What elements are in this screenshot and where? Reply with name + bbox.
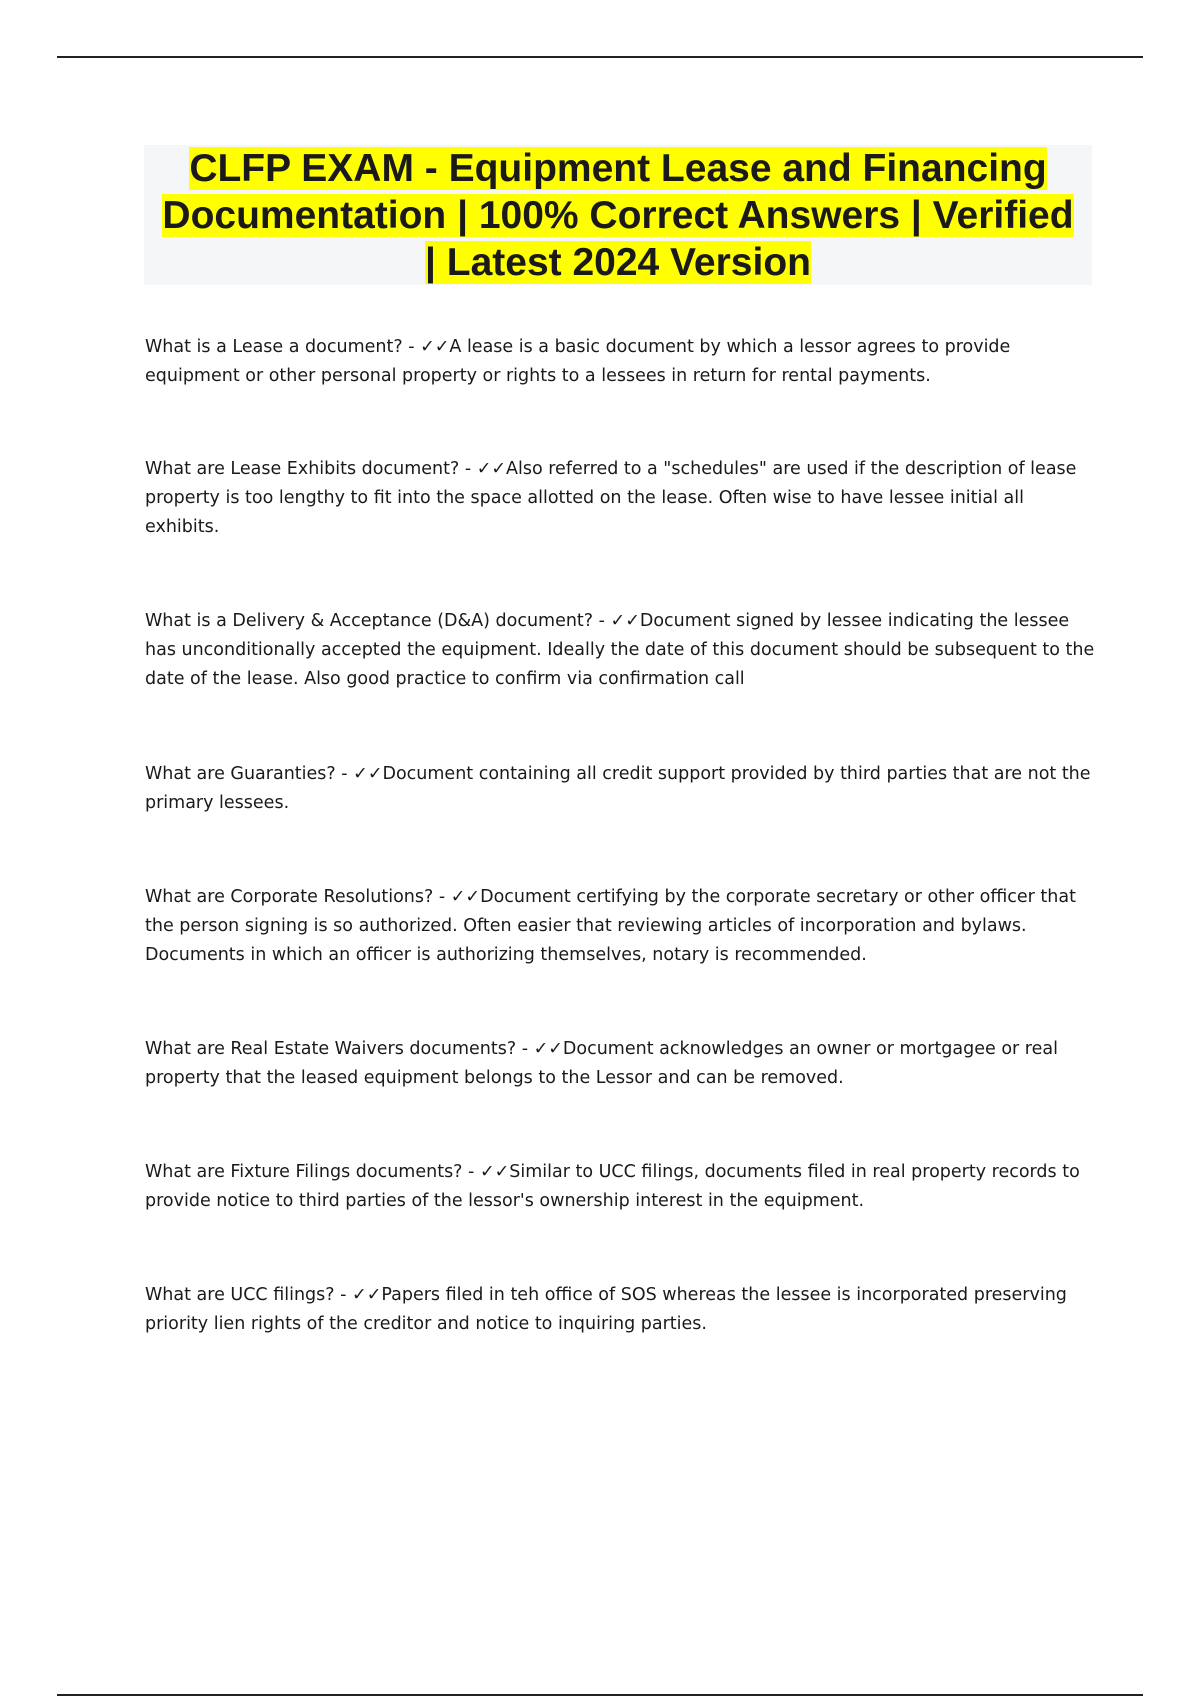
check-icon: ✓✓: [353, 764, 383, 784]
check-icon: ✓✓: [476, 459, 507, 479]
title-line: [144, 239, 1092, 286]
title-line-text: | Latest 2024 Version: [425, 241, 811, 284]
check-icon: ✓✓: [610, 611, 640, 631]
question: What is a Delivery & Acceptance (D&A) document?: [145, 611, 594, 631]
separator: -: [593, 611, 611, 631]
question: What are Fixture Filings documents?: [145, 1162, 463, 1182]
separator: -: [433, 887, 451, 907]
separator: -: [335, 764, 354, 784]
qa-item: [145, 883, 1095, 1035]
qa-item: [145, 1158, 1095, 1281]
qa-item: [145, 1281, 1095, 1339]
check-icon: ✓✓: [450, 887, 481, 907]
separator: -: [459, 459, 477, 479]
separator: -: [402, 337, 421, 357]
document-title: [144, 145, 1092, 285]
check-icon: ✓✓: [420, 337, 450, 357]
top-rule: [57, 56, 1143, 58]
qa-list: [145, 333, 1095, 1339]
answer: Document acknowledges an owner or mortgagee or real property that the leased equipment belongs to the Lessor and can be removed.: [145, 1039, 1058, 1088]
qa-item: [145, 333, 1095, 455]
qa-item: [145, 1035, 1095, 1158]
answer: Similar to UCC filings, documents filed in real property records to provide notice to third parties of the lessor's ownership interest in the equipment.: [145, 1162, 1080, 1211]
answer: A lease is a basic document by which a lessor agrees to provide equipment or other personal property or rights to a lessees in return for rental payments.: [145, 337, 1011, 386]
answer: Document signed by lessee indicating the lessee has unconditionally accepted the equipment. Ideally the date of this document should be subsequent to the date of the lease. Also good practice to confirm via confirmation call: [145, 611, 1095, 689]
check-icon: ✓✓: [533, 1039, 563, 1059]
bottom-rule: [57, 1694, 1143, 1696]
separator: -: [462, 1162, 480, 1182]
question: What are Real Estate Waivers documents?: [145, 1039, 517, 1059]
answer: Document certifying by the corporate secretary or other officer that the person signing is so authorized. Often easier that reviewing articles of incorporation and bylaws. Documents in which an officer is authorizing themselves, notary is recommended.: [145, 887, 1076, 965]
qa-item: [145, 607, 1095, 760]
qa-item: [145, 455, 1095, 607]
separator: -: [516, 1039, 534, 1059]
separator: -: [334, 1285, 353, 1305]
title-line-text: Documentation | 100% Correct Answers | Verified: [162, 194, 1074, 237]
title-line-text: CLFP EXAM - Equipment Lease and Financing: [189, 147, 1047, 190]
question: What are Corporate Resolutions?: [145, 887, 434, 907]
question: What are Guaranties?: [145, 764, 336, 784]
title-line: [144, 192, 1092, 239]
answer: Also referred to a "schedules" are used if the description of lease property is too lengthy to fit into the space allotted on the lease. Often wise to have lessee initial all exhibits.: [145, 459, 1077, 537]
check-icon: ✓✓: [352, 1285, 382, 1305]
answer: Document containing all credit support provided by third parties that are not the primary lessees.: [145, 764, 1091, 813]
question: What is a Lease a document?: [145, 337, 403, 357]
title-line: [144, 145, 1092, 192]
question: What are UCC filings?: [145, 1285, 335, 1305]
qa-item: [145, 760, 1095, 883]
check-icon: ✓✓: [479, 1162, 510, 1182]
answer: Papers filed in teh office of SOS whereas the lessee is incorporated preserving priority lien rights of the creditor and notice to inquiring parties.: [145, 1285, 1067, 1334]
question: What are Lease Exhibits document?: [145, 459, 460, 479]
